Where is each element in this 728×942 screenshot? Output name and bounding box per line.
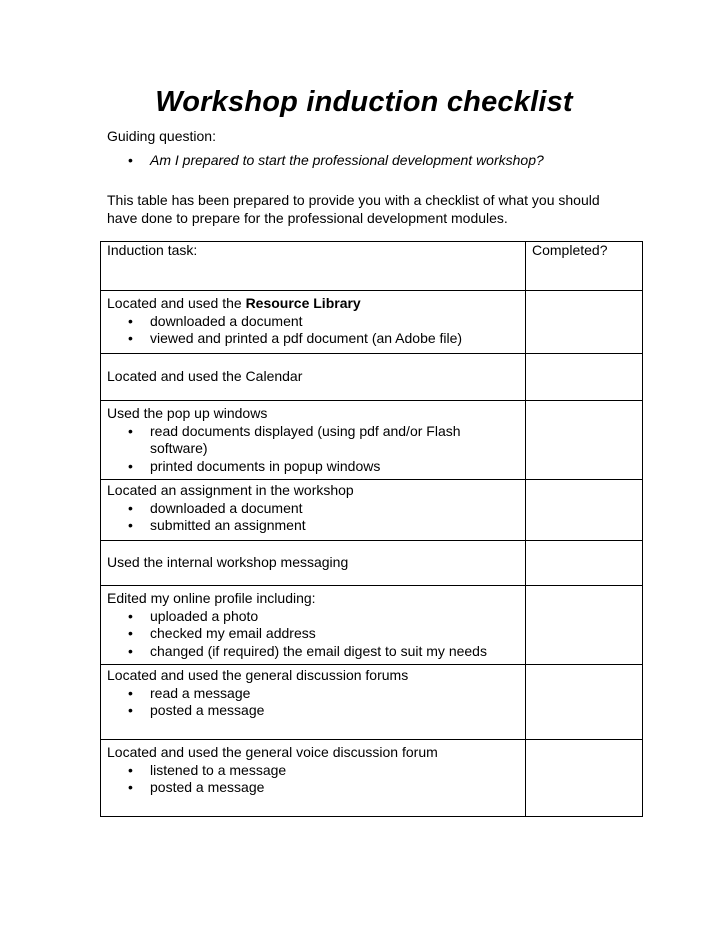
table-header-row [101,242,643,291]
list-item [107,458,519,476]
intro-paragraph: This table has been prepared to provide you with a checklist of what you should have done to prepare for the professional development modules. [107,192,600,226]
bullet-icon: • [128,779,133,795]
completed-cell[interactable] [526,354,643,401]
task-title-prefix: Located and used the [107,295,246,311]
task-subitems [107,313,519,348]
table-row [101,586,643,665]
list-item-text: uploaded a photo [150,607,259,624]
list-item-text: posted a message [150,779,265,795]
guiding-question-text: Am I prepared to start the professional development workshop? [150,152,544,168]
task-title [107,295,519,313]
task-subitems [107,423,519,476]
list-item [107,517,519,535]
list-item [107,702,519,720]
bullet-icon: • [128,499,133,516]
list-item-text: read a message [150,684,251,701]
bullet-icon: • [128,312,133,329]
task-title: Located an assignment in the workshop [107,482,354,498]
bullet-icon: • [128,702,133,718]
list-item [107,330,519,348]
table-row [101,291,643,354]
task-cell [101,586,526,665]
list-item-text: checked my email address [150,625,316,641]
bullet-icon: • [128,330,133,346]
task-cell [101,740,526,817]
completed-cell[interactable] [526,480,643,541]
task-subitems [107,685,519,720]
completed-cell[interactable] [526,665,643,740]
list-item-text: downloaded a document [150,499,303,516]
completed-cell[interactable] [526,586,643,665]
task-title: Edited my online profile including: [107,590,316,606]
task-subitems [107,500,519,535]
list-item [107,643,519,661]
table-row [101,665,643,740]
task-title: Used the pop up windows [107,405,268,421]
task-title: Located and used the general voice discussion forum [107,744,438,760]
bullet-icon: • [128,684,133,701]
task-cell [101,541,526,586]
list-item-text: viewed and printed a pdf document (an Adobe file) [150,330,463,346]
list-item [107,423,519,458]
table-row [101,401,643,480]
list-item-text: posted a message [150,702,265,718]
list-item [107,779,519,797]
task-cell [101,401,526,480]
task-cell [101,354,526,401]
list-item-text: changed (if required) the email digest to suit my needs [150,642,487,659]
list-item-text: submitted an assignment [150,517,306,533]
list-item-text: listened to a message [150,761,287,778]
list-item [107,762,519,780]
table-row [101,480,643,541]
list-item [107,685,519,703]
list-item [107,625,519,643]
guiding-question-label: Guiding question: [107,128,216,144]
bullet-icon: • [128,457,133,474]
task-cell [101,480,526,541]
completed-cell[interactable] [526,291,643,354]
task-cell [101,291,526,354]
header-completed: Completed? [526,242,643,291]
induction-checklist-table [100,241,643,817]
task-subitems [107,608,519,661]
bullet-icon: • [128,607,133,624]
completed-cell[interactable] [526,401,643,480]
list-item-text: read documents displayed (using pdf and/or Flash software) [150,422,461,456]
completed-cell[interactable] [526,541,643,586]
table-row [101,354,643,401]
task-title-bold: Resource Library [245,295,361,311]
task-subitems [107,762,519,797]
document-title: Workshop induction checklist [155,86,573,118]
bullet-icon: • [128,625,133,641]
list-item-text: printed documents in popup windows [150,457,381,474]
bullet-icon: • [128,517,133,533]
task-title: Used the internal workshop messaging [107,554,349,571]
table-row [101,740,643,817]
list-item [107,313,519,331]
list-item [107,608,519,626]
bullet-icon: • [128,642,133,659]
bullet-icon: • [128,761,133,778]
task-title: Located and used the Calendar [107,368,303,385]
bullet-icon: • [128,422,133,439]
table-row [101,541,643,586]
completed-cell[interactable] [526,740,643,817]
list-item [107,500,519,518]
task-title: Located and used the general discussion forums [107,667,409,683]
header-induction-task: Induction task: [101,242,526,291]
task-cell [101,665,526,740]
list-item-text: downloaded a document [150,312,303,329]
bullet-icon: • [128,152,133,168]
